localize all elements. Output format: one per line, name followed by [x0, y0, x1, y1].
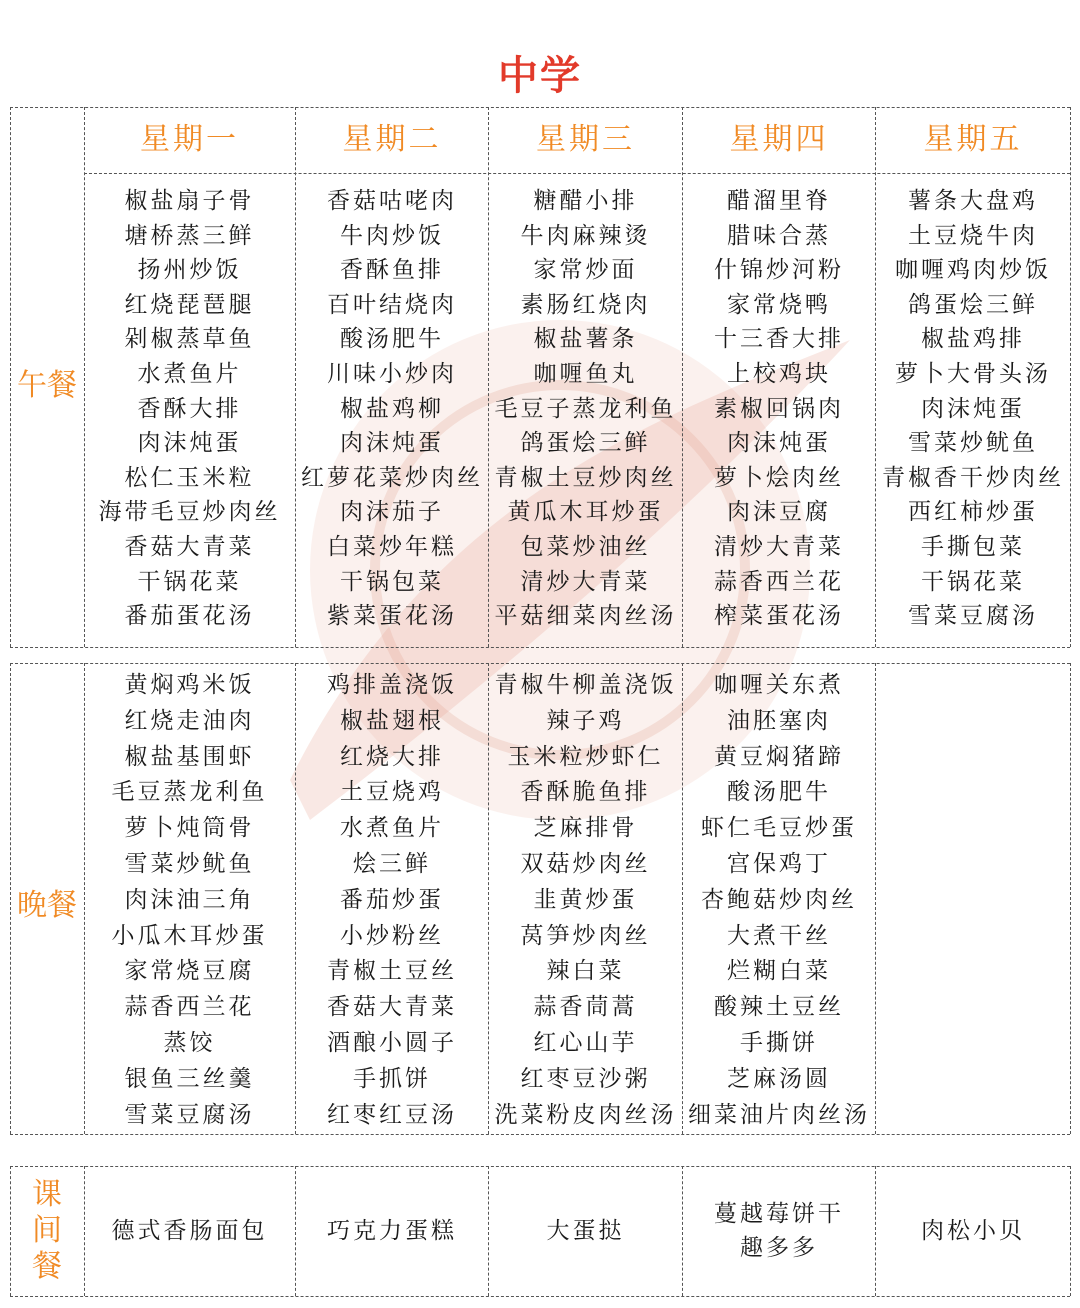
grid-line — [10, 1166, 11, 1296]
dinner-dish: 咖喱关东煮 — [714, 672, 844, 698]
lunch-dish: 香酥鱼排 — [340, 257, 444, 284]
lunch-dish: 红萝花菜炒肉丝 — [301, 464, 483, 491]
lunch-dish: 肉沫茄子 — [340, 499, 444, 526]
lunch-dish: 椒盐鸡排 — [921, 326, 1025, 353]
lunch-dish: 萝卜大骨头汤 — [895, 360, 1051, 387]
lunch-dish: 什锦炒河粉 — [714, 257, 844, 284]
dinner-dish: 辣子鸡 — [546, 707, 625, 734]
grid-line — [84, 173, 1070, 174]
lunch-dish: 腊味合蒸 — [727, 222, 831, 249]
dinner-dish: 辣白菜 — [546, 958, 625, 985]
snack-monday: 德式香肠面包 — [111, 1218, 268, 1244]
snack-wednesday: 大蛋挞 — [546, 1218, 625, 1244]
dinner-dish: 家常烧豆腐 — [124, 958, 255, 985]
snack-label-char: 餐 — [32, 1249, 62, 1284]
lunch-dish: 青椒香干炒肉丝 — [882, 464, 1064, 491]
dinner-dish: 芝麻排骨 — [533, 815, 638, 842]
dinner-dish: 红心山芋 — [533, 1029, 638, 1056]
dinner-dish: 椒盐翅根 — [340, 707, 444, 734]
dinner-dish: 红烧大排 — [340, 743, 444, 770]
dinner-dish: 水煮鱼片 — [340, 815, 444, 842]
lunch-dish: 咖喱鱼丸 — [533, 360, 638, 387]
dinner-dish: 玉米粒炒虾仁 — [507, 743, 664, 770]
lunch-dish: 川味小炒肉 — [327, 360, 457, 387]
dinner-dish: 肉沫油三角 — [124, 886, 255, 913]
lunch-dish: 包菜炒油丝 — [520, 533, 651, 560]
dinner-dish: 红烧走油肉 — [124, 707, 255, 734]
grid-line — [10, 107, 11, 647]
lunch-dish: 干锅花菜 — [921, 568, 1025, 595]
snack-thursday: 蔓越莓饼干 趣多多 — [714, 1201, 844, 1261]
grid-line — [10, 663, 1070, 664]
dinner-dish: 雪菜炒鱿鱼 — [124, 850, 255, 877]
lunch-dish: 鸽蛋烩三鲜 — [908, 291, 1038, 318]
lunch-dish: 酸汤肥牛 — [340, 326, 444, 353]
dinner-dish: 土豆烧鸡 — [340, 779, 444, 806]
lunch-dish: 红烧琵琶腿 — [124, 291, 255, 318]
lunch-dish: 松仁玉米粒 — [124, 464, 255, 491]
dinner-dish: 萝卜炖筒骨 — [124, 815, 255, 842]
lunch-dish: 干锅包菜 — [340, 568, 444, 595]
dinner-label: 晚餐 — [17, 888, 77, 923]
dinner-dish: 银鱼三丝羹 — [124, 1065, 255, 1092]
header-friday: 星期五 — [923, 122, 1023, 157]
lunch-column-tuesday — [296, 184, 488, 634]
dinner-dish: 酸辣土豆丝 — [714, 994, 844, 1021]
lunch-dish: 肉沫炖蛋 — [921, 395, 1025, 422]
dinner-dish: 韭黄炒蛋 — [533, 886, 638, 913]
grid-line — [1070, 107, 1071, 647]
dinner-dish: 酸汤肥牛 — [727, 779, 831, 806]
dinner-dish: 椒盐基围虾 — [124, 743, 255, 770]
lunch-dish: 醋溜里脊 — [727, 188, 831, 214]
lunch-dish: 西红柿炒蛋 — [908, 499, 1038, 526]
dinner-dish: 手撕饼 — [740, 1029, 818, 1056]
lunch-dish: 牛肉炒饭 — [340, 222, 444, 249]
dinner-dish: 青椒牛柳盖浇饭 — [494, 672, 677, 698]
dinner-dish: 大煮干丝 — [727, 922, 831, 949]
lunch-dish: 塘桥蒸三鲜 — [124, 222, 255, 249]
lunch-dish: 手撕包菜 — [921, 533, 1025, 560]
lunch-column-monday — [84, 184, 295, 634]
lunch-dish: 紫菜蛋花汤 — [327, 603, 457, 630]
dinner-dish: 小瓜木耳炒蛋 — [111, 922, 268, 949]
dinner-dish: 双菇炒肉丝 — [520, 850, 651, 877]
dinner-dish: 宫保鸡丁 — [727, 850, 831, 877]
lunch-column-wednesday — [489, 184, 682, 634]
lunch-dish: 咖喱鸡肉炒饭 — [895, 257, 1051, 284]
dinner-dish: 手抓饼 — [353, 1065, 431, 1092]
lunch-dish: 鸽蛋烩三鲜 — [520, 430, 651, 457]
lunch-dish: 清炒大青菜 — [520, 568, 651, 595]
lunch-dish: 白菜炒年糕 — [327, 533, 457, 560]
page-title: 中学 — [498, 53, 582, 99]
snack-friday: 肉松小贝 — [921, 1218, 1025, 1244]
lunch-dish: 椒盐扇子骨 — [124, 188, 255, 214]
dinner-dish: 酒酿小圆子 — [327, 1029, 457, 1056]
dinner-dish: 红枣红豆汤 — [327, 1101, 457, 1128]
lunch-dish: 香酥大排 — [137, 395, 242, 422]
dinner-dish: 雪菜豆腐汤 — [124, 1101, 255, 1128]
lunch-dish: 剁椒蒸草鱼 — [124, 326, 255, 353]
lunch-dish: 糖醋小排 — [533, 188, 638, 214]
dinner-column-tuesday — [296, 668, 488, 1133]
lunch-dish: 清炒大青菜 — [714, 533, 844, 560]
dinner-column-thursday — [683, 668, 875, 1133]
lunch-dish: 椒盐鸡柳 — [340, 395, 444, 422]
header-monday: 星期一 — [140, 122, 239, 157]
lunch-dish: 椒盐薯条 — [533, 326, 638, 353]
dinner-dish: 芝麻汤圆 — [727, 1065, 831, 1092]
lunch-column-thursday — [683, 184, 875, 634]
dinner-column-monday — [84, 668, 295, 1133]
lunch-dish: 毛豆子蒸龙利鱼 — [494, 395, 677, 422]
dinner-dish: 烂糊白菜 — [727, 958, 831, 985]
lunch-dish: 番茄蛋花汤 — [124, 603, 255, 630]
dinner-dish: 蒜香西兰花 — [124, 994, 255, 1021]
lunch-dish: 肉沫炖蛋 — [137, 430, 242, 457]
dinner-dish: 莴笋炒肉丝 — [520, 922, 651, 949]
grid-line — [10, 1134, 1070, 1135]
lunch-dish: 牛肉麻辣烫 — [520, 222, 651, 249]
lunch-dish: 海带毛豆炒肉丝 — [98, 499, 281, 526]
dinner-dish: 油胚塞肉 — [727, 707, 831, 734]
grid-line — [1070, 1166, 1071, 1296]
lunch-column-friday — [876, 184, 1070, 634]
lunch-dish: 土豆烧牛肉 — [908, 222, 1038, 249]
dinner-dish: 黄豆焖猪蹄 — [714, 743, 844, 770]
lunch-dish: 扬州炒饭 — [137, 257, 242, 284]
grid-line — [10, 663, 11, 1134]
header-thursday: 星期四 — [729, 122, 829, 157]
lunch-dish: 平菇细菜肉丝汤 — [494, 603, 677, 630]
dinner-dish: 番茄炒蛋 — [340, 886, 444, 913]
lunch-dish: 薯条大盘鸡 — [908, 188, 1038, 214]
lunch-dish: 家常炒面 — [533, 257, 638, 284]
grid-line — [10, 647, 1070, 648]
dinner-dish: 烩三鲜 — [353, 850, 431, 877]
dinner-dish: 青椒土豆丝 — [327, 958, 457, 985]
lunch-dish: 肉沫炖蛋 — [340, 430, 444, 457]
lunch-dish: 肉沫豆腐 — [727, 499, 831, 526]
lunch-dish: 水煮鱼片 — [137, 360, 242, 387]
lunch-dish: 雪菜豆腐汤 — [908, 603, 1038, 630]
dinner-dish: 鸡排盖浇饭 — [327, 672, 457, 698]
dinner-dish: 洗菜粉皮肉丝汤 — [494, 1101, 677, 1128]
lunch-dish: 干锅花菜 — [137, 568, 242, 595]
grid-line — [10, 1296, 1070, 1297]
grid-line — [875, 663, 876, 1134]
grid-line — [10, 1166, 1070, 1167]
lunch-dish: 素肠红烧肉 — [520, 291, 651, 318]
lunch-dish: 香菇咕咾肉 — [327, 188, 457, 214]
lunch-dish: 黄瓜木耳炒蛋 — [507, 499, 664, 526]
dinner-dish: 香酥脆鱼排 — [520, 779, 651, 806]
lunch-dish: 十三香大排 — [714, 326, 844, 353]
dinner-dish: 细菜油片肉丝汤 — [688, 1101, 870, 1128]
dinner-dish: 虾仁毛豆炒蛋 — [701, 815, 857, 842]
dinner-dish: 杏鲍菇炒肉丝 — [701, 886, 857, 913]
header-wednesday: 星期三 — [536, 122, 635, 157]
lunch-dish: 素椒回锅肉 — [714, 395, 844, 422]
snack-tuesday: 巧克力蛋糕 — [327, 1218, 457, 1244]
dinner-dish: 黄焖鸡米饭 — [124, 672, 255, 698]
lunch-dish: 雪菜炒鱿鱼 — [908, 430, 1038, 457]
lunch-label: 午餐 — [17, 368, 77, 403]
lunch-dish: 榨菜蛋花汤 — [714, 603, 844, 630]
lunch-dish: 百叶结烧肉 — [327, 291, 457, 318]
lunch-dish: 上校鸡块 — [727, 360, 831, 387]
dinner-dish: 小炒粉丝 — [340, 922, 444, 949]
lunch-dish: 蒜香西兰花 — [714, 568, 844, 595]
lunch-dish: 青椒土豆炒肉丝 — [494, 464, 677, 491]
lunch-dish: 香菇大青菜 — [124, 533, 255, 560]
lunch-dish: 萝卜烩肉丝 — [714, 464, 844, 491]
dinner-dish: 毛豆蒸龙利鱼 — [111, 779, 268, 806]
dinner-dish: 香菇大青菜 — [327, 994, 457, 1021]
lunch-dish: 家常烧鸭 — [727, 291, 831, 318]
dinner-dish: 蒜香茼蒿 — [533, 994, 638, 1021]
snack-label-char: 间 — [32, 1213, 62, 1248]
snack-label-char: 课 — [32, 1177, 62, 1212]
snack-label — [12, 1168, 82, 1294]
dinner-dish: 蒸饺 — [163, 1029, 216, 1056]
header-tuesday: 星期二 — [342, 122, 442, 157]
dinner-dish: 红枣豆沙粥 — [520, 1065, 651, 1092]
grid-line — [1070, 663, 1071, 1134]
dinner-column-wednesday — [489, 668, 682, 1133]
lunch-dish: 肉沫炖蛋 — [727, 430, 831, 457]
